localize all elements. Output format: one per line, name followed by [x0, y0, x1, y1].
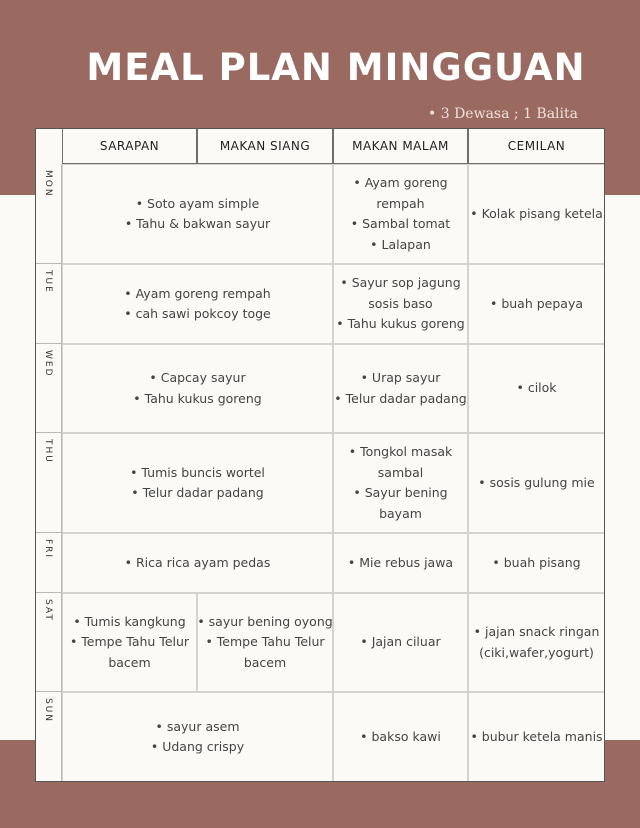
day-name: FRI [43, 539, 53, 560]
cell-content [343, 442, 459, 524]
day-label-tue [35, 264, 62, 344]
cell-content [468, 622, 606, 663]
menu-line: • Urap sayur [360, 370, 441, 385]
cell-cemilan-fri [468, 533, 605, 593]
page-title: MEAL PLAN MINGGUAN [86, 46, 586, 89]
menu-line: sosis baso [368, 295, 433, 311]
menu-line: • Tempe Tahu Telur [205, 634, 325, 650]
menu-line: • sayur asem [155, 718, 240, 734]
day-name: MON [43, 170, 53, 198]
menu-line: bacem [108, 654, 151, 670]
day-label-mon [35, 164, 62, 264]
cell-content [124, 463, 271, 504]
menu-line: • Soto ayam simple [135, 195, 260, 211]
menu-line: • sosis gulung mie [478, 474, 595, 490]
cell-cemilan-tue [468, 264, 605, 344]
cell-content [486, 553, 586, 574]
menu-line: bacem [243, 654, 287, 670]
cell-makan-malam-tue [333, 264, 468, 344]
day-label-wed [35, 344, 62, 433]
cell-content [342, 553, 459, 574]
corner-blank [35, 128, 62, 164]
column-header-label: MAKAN SIANG [219, 139, 311, 153]
household-subtitle: • 3 Dewasa ; 1 Balita [428, 106, 578, 122]
day-label-fri [35, 533, 62, 593]
cell-makan-malam-fri [333, 533, 468, 593]
cell-content [191, 612, 338, 674]
menu-line: bayam [379, 505, 422, 521]
cell-content [464, 204, 609, 225]
menu-line: • Tempe Tahu Telur [69, 634, 190, 650]
cell-content [118, 284, 277, 325]
day-name: SAT [43, 599, 53, 622]
cell-content [464, 727, 608, 748]
menu-line: • Telur dadar padang [131, 485, 264, 500]
day-label-thu [35, 433, 62, 533]
menu-line: • bubur ketela manis [470, 728, 603, 744]
column-header-label: CEMILAN [507, 139, 566, 153]
cell-sarapan-siang-thu [62, 433, 333, 533]
menu-line: • bakso kawi [360, 728, 441, 744]
cell-content [328, 368, 472, 409]
cell-content [119, 553, 277, 574]
menu-line: rempah [376, 195, 425, 211]
cell-cemilan-sat [468, 593, 605, 692]
cell-sarapan-siang-fri [62, 533, 333, 593]
menu-line: • Sambal tomat [350, 216, 451, 231]
menu-line: • buah pepaya [489, 295, 584, 311]
cell-cemilan-thu [468, 433, 605, 533]
day-label-sat [35, 593, 62, 692]
cell-makan-siang-sat [197, 593, 333, 692]
cell-content [484, 294, 589, 315]
cell-content [145, 717, 250, 758]
cell-content [119, 194, 276, 235]
cell-makan-malam-sat [333, 593, 468, 692]
header-makan-siang [197, 128, 333, 164]
menu-line: • Telur dadar padang [334, 390, 467, 406]
cell-content [330, 273, 470, 335]
cell-sarapan-siang-mon [62, 164, 333, 264]
cell-cemilan-mon [468, 164, 605, 264]
menu-line: • Sayur bening [353, 485, 448, 500]
menu-line: • Capcay sayur [149, 370, 246, 385]
menu-line: • Ayam goreng rempah [124, 285, 271, 301]
day-name: TUE [43, 270, 53, 294]
header-sarapan [62, 128, 197, 164]
day-name: SUN [43, 698, 53, 724]
menu-line: • Kolak pisang ketela [470, 205, 603, 221]
menu-line: • Lalapan [370, 236, 431, 252]
cell-sarapan-sat [62, 593, 197, 692]
header-cemilan [468, 128, 605, 164]
menu-line: • Jajan ciluar [360, 634, 441, 650]
column-header-label: SARAPAN [99, 139, 160, 153]
cell-content [472, 473, 600, 494]
menu-line: sambal [377, 464, 424, 480]
menu-line: • Tahu kukus goreng [133, 390, 262, 406]
cell-makan-malam-wed [333, 344, 468, 433]
day-label-sun [35, 692, 62, 782]
cell-cemilan-wed [468, 344, 605, 433]
menu-line: • jajan snack ringan [473, 624, 600, 639]
menu-line: • sayur bening oyong [197, 613, 333, 629]
menu-line: • Mie rebus jawa [347, 554, 454, 570]
cell-sarapan-siang-wed [62, 344, 333, 433]
cell-makan-malam-sun [333, 692, 468, 782]
header-makan-malam [333, 128, 468, 164]
cell-sarapan-siang-tue [62, 264, 333, 344]
menu-line: • cilok [516, 380, 557, 396]
menu-line: • Tumis kangkung [73, 613, 186, 629]
cell-content [64, 612, 195, 674]
menu-line: • Tumis buncis wortel [130, 464, 265, 480]
cell-cemilan-sun [468, 692, 605, 782]
cell-content [127, 368, 267, 409]
menu-line: • Tahu & bakwan sayur [124, 216, 271, 231]
cell-makan-malam-mon [333, 164, 468, 264]
cell-sarapan-siang-sun [62, 692, 333, 782]
meal-plan-table [35, 128, 605, 782]
menu-line: • Udang crispy [150, 739, 245, 754]
menu-line: • Ayam goreng [353, 175, 448, 190]
cell-makan-malam-thu [333, 433, 468, 533]
menu-line: • Sayur sop jagung [340, 275, 461, 291]
cell-content [345, 173, 456, 255]
menu-line: • Tongkol masak [348, 444, 453, 459]
cell-content [354, 727, 447, 748]
menu-line: • cah sawi pokcoy toge [124, 306, 271, 321]
menu-line: • Rica rica ayam pedas [124, 554, 271, 570]
cell-content [510, 378, 562, 399]
menu-line: (ciki,wafer,yogurt) [479, 644, 594, 660]
column-header-label: MAKAN MALAM [352, 139, 449, 153]
cell-content [354, 632, 446, 653]
menu-line: • Tahu kukus goreng [336, 316, 465, 332]
day-name: THU [43, 439, 53, 464]
menu-line: • buah pisang [492, 554, 581, 570]
day-name: WED [43, 350, 53, 378]
